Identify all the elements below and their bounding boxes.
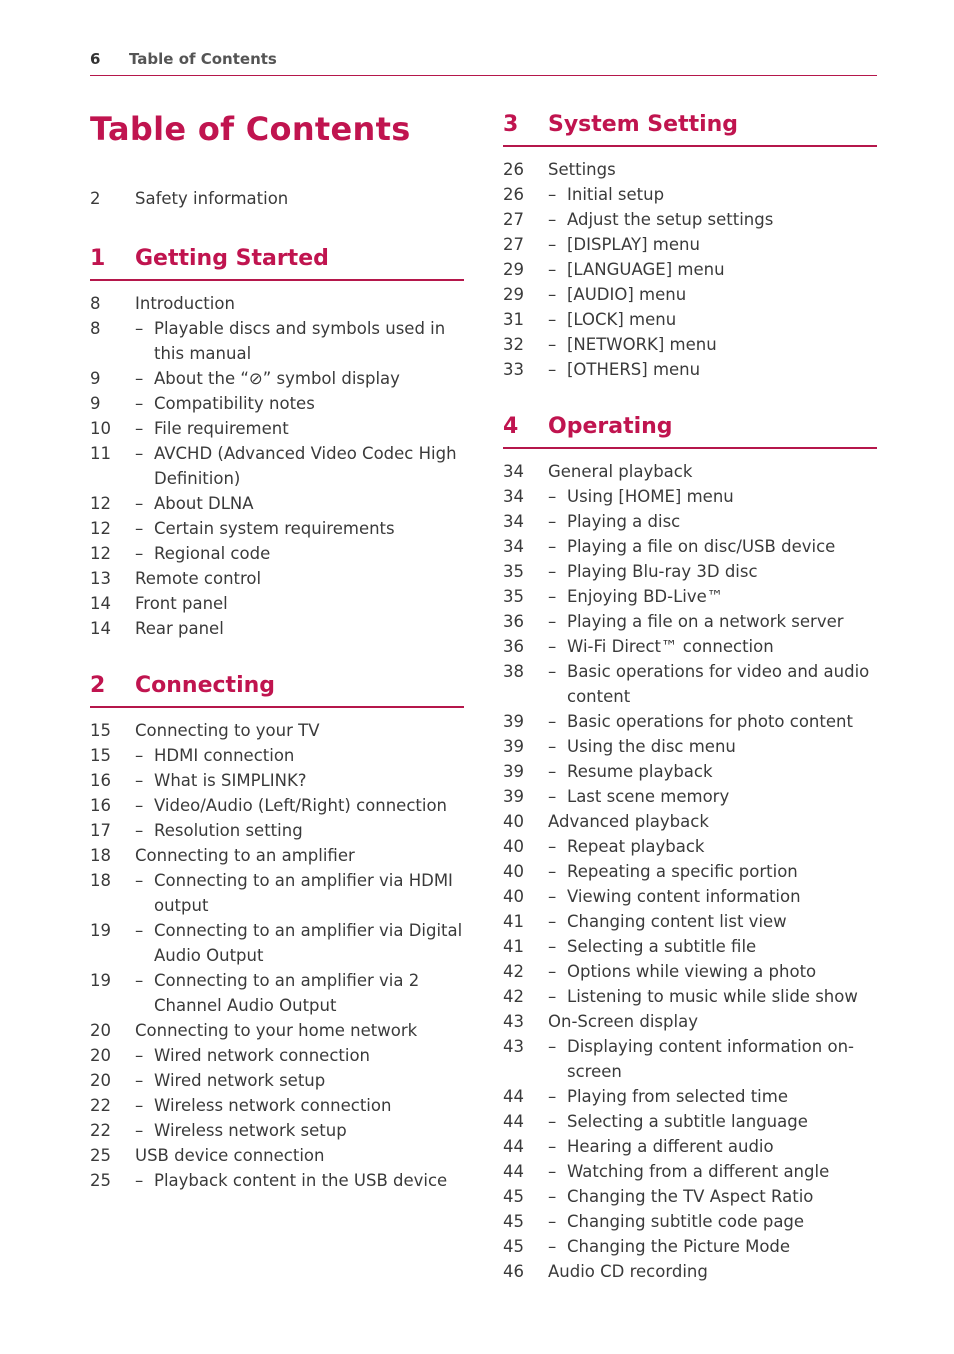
toc-entry: [90, 291, 464, 316]
toc-page-number: 39: [503, 737, 524, 756]
toc-entry-text: Playing Blu-ray 3D disc: [567, 562, 758, 581]
toc-entry-text: Safety information: [135, 189, 289, 208]
toc-page-number: 42: [503, 987, 524, 1006]
toc-page-number: 10: [90, 419, 111, 438]
toc-subentry: [503, 859, 877, 884]
dash-bullet: –: [135, 419, 144, 438]
toc-page-number: 9: [90, 394, 101, 413]
toc-entry: [90, 1018, 464, 1043]
toc-entry-text: [OTHERS] menu: [567, 360, 701, 379]
dash-bullet: –: [135, 746, 144, 765]
toc-page-number: 40: [503, 887, 524, 906]
toc-subentry: [503, 759, 877, 784]
section-heading: [503, 112, 877, 147]
toc-page-number: 46: [503, 1262, 524, 1281]
dash-bullet: –: [548, 360, 557, 379]
section-system-setting: [503, 112, 877, 382]
toc-page-number: 15: [90, 746, 111, 765]
toc-entry-text: Last scene memory: [567, 787, 730, 806]
toc-page-number: 34: [503, 487, 524, 506]
toc-entry: [90, 1143, 464, 1168]
toc-page-number: 20: [90, 1021, 111, 1040]
toc-entry: [90, 616, 464, 641]
toc-page-number: 13: [90, 569, 111, 588]
toc-page-number: 45: [503, 1187, 524, 1206]
intro-entry-list: [90, 186, 464, 211]
section-number: 2: [90, 673, 106, 698]
toc-subentry: [503, 959, 877, 984]
toc-entry: [503, 459, 877, 484]
dash-bullet: –: [548, 912, 557, 931]
toc-page-number: 42: [503, 962, 524, 981]
toc-entry-text: Adjust the setup settings: [567, 210, 774, 229]
dash-bullet: –: [548, 260, 557, 279]
dash-bullet: –: [548, 587, 557, 606]
toc-page-number: 16: [90, 796, 111, 815]
toc-entry-text: Compatibility notes: [154, 394, 315, 413]
toc-page-number: 39: [503, 787, 524, 806]
toc-entry-text: Options while viewing a photo: [567, 962, 817, 981]
toc-subentry: [90, 918, 464, 968]
toc-subentry: [90, 968, 464, 1018]
toc-page-number: 36: [503, 612, 524, 631]
toc-page-number: 44: [503, 1162, 524, 1181]
toc-entry-text: Changing subtitle code page: [567, 1212, 805, 1231]
toc-subentry: [90, 1068, 464, 1093]
toc-page-number: 45: [503, 1212, 524, 1231]
dash-bullet: –: [548, 1162, 557, 1181]
intro-block: [90, 186, 464, 211]
toc-entry-text: General playback: [548, 462, 693, 481]
toc-subentry: [90, 491, 464, 516]
toc-page-number: 18: [90, 846, 111, 865]
section-title: Operating: [548, 414, 673, 439]
dash-bullet: –: [548, 487, 557, 506]
section-number: 4: [503, 414, 519, 439]
dash-bullet: –: [135, 1096, 144, 1115]
toc-page-number: 35: [503, 587, 524, 606]
toc-page-number: 25: [90, 1171, 111, 1190]
toc-entry-text: HDMI connection: [154, 746, 295, 765]
dash-bullet: –: [135, 1071, 144, 1090]
toc-subentry: [503, 984, 877, 1009]
dash-bullet: –: [548, 787, 557, 806]
toc-subentry: [503, 659, 877, 709]
toc-page-number: 41: [503, 912, 524, 931]
toc-page-number: 36: [503, 637, 524, 656]
toc-page-number: 18: [90, 871, 111, 890]
toc-entry-text: Audio CD recording: [548, 1262, 708, 1281]
toc-subentry: [503, 207, 877, 232]
toc-entry: [90, 591, 464, 616]
toc-page-number: 22: [90, 1121, 111, 1140]
toc-entry-text: Wireless network connection: [154, 1096, 392, 1115]
toc-subentry: [503, 534, 877, 559]
dash-bullet: –: [548, 662, 557, 681]
toc-entry-text: Resolution setting: [154, 821, 303, 840]
toc-subentry: [503, 357, 877, 382]
toc-entry-text: Playback content in the USB device: [154, 1171, 448, 1190]
toc-page-number: 40: [503, 862, 524, 881]
dash-bullet: –: [548, 862, 557, 881]
dash-bullet: –: [548, 335, 557, 354]
toc-entry: [503, 1009, 877, 1034]
toc-subentry: [90, 1093, 464, 1118]
toc-subentry: [503, 1184, 877, 1209]
toc-subentry: [503, 634, 877, 659]
toc-subentry: [503, 182, 877, 207]
toc-entry-text: [LANGUAGE] menu: [567, 260, 725, 279]
toc-entry-text: Playing a disc: [567, 512, 681, 531]
toc-page-number: 31: [503, 310, 524, 329]
dash-bullet: –: [135, 494, 144, 513]
toc-subentry: [503, 1209, 877, 1234]
dash-bullet: –: [548, 637, 557, 656]
toc-subentry: [503, 1109, 877, 1134]
toc-entry-text: Remote control: [135, 569, 262, 588]
toc-page-number: 43: [503, 1037, 524, 1056]
toc-subentry: [90, 1118, 464, 1143]
toc-subentry: [503, 1159, 877, 1184]
dash-bullet: –: [548, 310, 557, 329]
dash-bullet: –: [135, 444, 144, 463]
section-entry-list: [503, 157, 877, 382]
toc-subentry: [90, 818, 464, 843]
toc-entry-text: Connecting to your TV: [135, 721, 320, 740]
section-heading: [90, 673, 464, 708]
toc-entry-text: Introduction: [135, 294, 235, 313]
toc-subentry: [90, 793, 464, 818]
section-entry-list: [503, 459, 877, 1284]
toc-entry-text: Connecting to an amplifier: [135, 846, 355, 865]
dash-bullet: –: [135, 519, 144, 538]
toc-subentry: [503, 509, 877, 534]
toc-subentry: [503, 307, 877, 332]
toc-subentry: [503, 559, 877, 584]
toc-entry-text: Selecting a subtitle file: [567, 937, 757, 956]
toc-subentry: [503, 1084, 877, 1109]
toc-page-number: 19: [90, 971, 111, 990]
toc-subentry: [90, 441, 464, 491]
toc-entry-text: Settings: [548, 160, 616, 179]
toc-page-number: 12: [90, 544, 111, 563]
toc-entry-text: Selecting a subtitle language: [567, 1112, 808, 1131]
toc-page-number: 35: [503, 562, 524, 581]
toc-page-number: 41: [503, 937, 524, 956]
toc-subentry: [90, 316, 464, 366]
toc-entry-text: Connecting to an amplifier via HDMI output: [154, 871, 453, 915]
toc-page-number: 26: [503, 185, 524, 204]
dash-bullet: –: [135, 369, 144, 388]
toc-entry: [503, 1259, 877, 1284]
toc-subentry: [503, 609, 877, 634]
toc-page-number: 20: [90, 1071, 111, 1090]
toc-page-number: 8: [90, 294, 101, 313]
dash-bullet: –: [135, 771, 144, 790]
toc-page-number: 40: [503, 837, 524, 856]
section-entry-list: [90, 718, 464, 1193]
toc-page-number: 12: [90, 494, 111, 513]
page-header: [90, 48, 877, 76]
toc-subentry: [503, 1034, 877, 1084]
page-title: Table of Contents: [90, 110, 411, 148]
toc-subentry: [503, 884, 877, 909]
toc-subentry: [90, 391, 464, 416]
toc-entry: [503, 157, 877, 182]
toc-entry-text: Wi-Fi Direct™ connection: [567, 637, 774, 656]
section-connecting: [90, 673, 464, 1193]
dash-bullet: –: [548, 887, 557, 906]
toc-entry-text: Advanced playback: [548, 812, 709, 831]
toc-entry-text: Using the disc menu: [567, 737, 736, 756]
toc-subentry: [90, 1168, 464, 1193]
section-title: System Setting: [548, 112, 739, 137]
toc-entry-text: Listening to music while slide show: [567, 987, 858, 1006]
dash-bullet: –: [135, 921, 144, 940]
toc-page-number: 27: [503, 210, 524, 229]
toc-entry-text: Changing the Picture Mode: [567, 1237, 791, 1256]
page-number: 6: [90, 50, 101, 68]
section-operating: [503, 414, 877, 1284]
dash-bullet: –: [548, 987, 557, 1006]
toc-subentry: [90, 516, 464, 541]
toc-page-number: 20: [90, 1046, 111, 1065]
toc-subentry: [503, 584, 877, 609]
toc-entry-text: Hearing a different audio: [567, 1137, 774, 1156]
toc-entry-text: Basic operations for video and audio content: [567, 662, 870, 706]
dash-bullet: –: [548, 512, 557, 531]
toc-entry-text: Viewing content information: [567, 887, 801, 906]
dash-bullet: –: [548, 562, 557, 581]
dash-bullet: –: [548, 1137, 557, 1156]
toc-entry-text: Certain system requirements: [154, 519, 395, 538]
toc-subentry: [503, 709, 877, 734]
toc-entry-text: About DLNA: [154, 494, 254, 513]
toc-page-number: 27: [503, 235, 524, 254]
header-title: Table of Contents: [129, 50, 277, 68]
dash-bullet: –: [135, 871, 144, 890]
toc-page-number: 12: [90, 519, 111, 538]
toc-subentry: [503, 834, 877, 859]
dash-bullet: –: [135, 544, 144, 563]
toc-entry-text: Playing a file on a network server: [567, 612, 844, 631]
toc-page-number: 29: [503, 285, 524, 304]
toc-entry-text: USB device connection: [135, 1146, 325, 1165]
toc-subentry: [90, 366, 464, 391]
toc-entry-text: Regional code: [154, 544, 271, 563]
toc-page-number: 34: [503, 512, 524, 531]
toc-entry-text: AVCHD (Advanced Video Codec High Definition): [154, 444, 457, 488]
toc-entry-text: Front panel: [135, 594, 228, 613]
toc-entry: [90, 843, 464, 868]
toc-entry-text: Repeating a specific portion: [567, 862, 798, 881]
toc-page-number: 16: [90, 771, 111, 790]
dash-bullet: –: [548, 837, 557, 856]
dash-bullet: –: [548, 235, 557, 254]
toc-entry-text: Wired network connection: [154, 1046, 370, 1065]
toc-subentry: [503, 934, 877, 959]
toc-page-number: 44: [503, 1112, 524, 1131]
toc-page-number: 11: [90, 444, 111, 463]
toc-page-number: 8: [90, 319, 101, 338]
toc-entry-text: Connecting to your home network: [135, 1021, 418, 1040]
toc-entry-text: Enjoying BD-Live™: [567, 587, 724, 606]
section-number: 3: [503, 112, 519, 137]
toc-entry-text: Playing a file on disc/USB device: [567, 537, 836, 556]
dash-bullet: –: [548, 962, 557, 981]
toc-page-number: 14: [90, 619, 111, 638]
toc-entry: [90, 718, 464, 743]
dash-bullet: –: [135, 971, 144, 990]
toc-entry-text: What is SIMPLINK?: [154, 771, 307, 790]
toc-page-number: 40: [503, 812, 524, 831]
toc-subentry: [503, 484, 877, 509]
toc-entry-text: On-Screen display: [548, 1012, 698, 1031]
toc-entry-text: [NETWORK] menu: [567, 335, 717, 354]
toc-page-number: 33: [503, 360, 524, 379]
toc-entry-text: Playing from selected time: [567, 1087, 788, 1106]
toc-entry-text: Connecting to an amplifier via Digital Audio Output: [154, 921, 463, 965]
toc-entry-text: File requirement: [154, 419, 289, 438]
toc-page-number: 43: [503, 1012, 524, 1031]
toc-subentry: [503, 282, 877, 307]
toc-entry-text: Wireless network setup: [154, 1121, 347, 1140]
dash-bullet: –: [548, 1087, 557, 1106]
dash-bullet: –: [548, 712, 557, 731]
section-number: 1: [90, 246, 106, 271]
section-heading: [90, 246, 464, 281]
dash-bullet: –: [135, 821, 144, 840]
dash-bullet: –: [548, 1212, 557, 1231]
toc-subentry: [503, 784, 877, 809]
toc-page-number: 17: [90, 821, 111, 840]
dash-bullet: –: [135, 796, 144, 815]
section-entry-list: [90, 291, 464, 641]
toc-subentry: [90, 541, 464, 566]
toc-entry-text: Displaying content information on-screen: [567, 1037, 854, 1081]
dash-bullet: –: [548, 1187, 557, 1206]
dash-bullet: –: [548, 1237, 557, 1256]
toc-entry-text: Initial setup: [567, 185, 665, 204]
toc-page-number: 26: [503, 160, 524, 179]
dash-bullet: –: [548, 1112, 557, 1131]
toc-page-number: 34: [503, 462, 524, 481]
toc-entry-text: Using [HOME] menu: [567, 487, 734, 506]
section-title: Getting Started: [135, 246, 329, 271]
toc-entry-text: Connecting to an amplifier via 2 Channel Audio Output: [154, 971, 420, 1015]
dash-bullet: –: [135, 1171, 144, 1190]
dash-bullet: –: [548, 285, 557, 304]
dash-bullet: –: [135, 319, 144, 338]
toc-subentry: [90, 1043, 464, 1068]
toc-subentry: [90, 768, 464, 793]
toc-entry-text: Basic operations for photo content: [567, 712, 853, 731]
dash-bullet: –: [135, 1046, 144, 1065]
toc-entry-text: Resume playback: [567, 762, 713, 781]
toc-entry: [90, 186, 464, 211]
toc-subentry: [503, 332, 877, 357]
toc-entry-text: Video/Audio (Left/Right) connection: [154, 796, 448, 815]
dash-bullet: –: [548, 612, 557, 631]
dash-bullet: –: [548, 537, 557, 556]
toc-page-number: 19: [90, 921, 111, 940]
toc-entry-text: Changing content list view: [567, 912, 787, 931]
toc-page-number: 25: [90, 1146, 111, 1165]
toc-page-number: 39: [503, 762, 524, 781]
toc-subentry: [90, 416, 464, 441]
toc-entry-text: Rear panel: [135, 619, 224, 638]
toc-page-number: 38: [503, 662, 524, 681]
toc-entry: [90, 566, 464, 591]
toc-subentry: [503, 232, 877, 257]
toc-page-number: 2: [90, 189, 101, 208]
toc-subentry: [503, 909, 877, 934]
dash-bullet: –: [548, 185, 557, 204]
toc-page-number: 14: [90, 594, 111, 613]
dash-bullet: –: [548, 937, 557, 956]
toc-page-number: 44: [503, 1087, 524, 1106]
toc-page-number: 22: [90, 1096, 111, 1115]
toc-page-number: 44: [503, 1137, 524, 1156]
toc-page-number: 39: [503, 712, 524, 731]
toc-entry-text: Playable discs and symbols used in this manual: [154, 319, 446, 363]
toc-page-number: 29: [503, 260, 524, 279]
toc-page-number: 34: [503, 537, 524, 556]
toc-entry-text: Repeat playback: [567, 837, 705, 856]
dash-bullet: –: [548, 737, 557, 756]
section-title: Connecting: [135, 673, 276, 698]
toc-entry-text: [AUDIO] menu: [567, 285, 687, 304]
toc-entry-text: [DISPLAY] menu: [567, 235, 700, 254]
toc-entry-text: Wired network setup: [154, 1071, 326, 1090]
toc-entry-text: Watching from a different angle: [567, 1162, 830, 1181]
toc-page-number: 32: [503, 335, 524, 354]
section-heading: [503, 414, 877, 449]
dash-bullet: –: [548, 1037, 557, 1056]
toc-page-number: 9: [90, 369, 101, 388]
toc-entry-text: About the “⊘” symbol display: [154, 369, 400, 388]
toc-subentry: [90, 868, 464, 918]
toc-subentry: [503, 1134, 877, 1159]
toc-subentry: [503, 257, 877, 282]
toc-entry: [503, 809, 877, 834]
dash-bullet: –: [135, 394, 144, 413]
toc-page-number: 15: [90, 721, 111, 740]
toc-entry-text: [LOCK] menu: [567, 310, 677, 329]
toc-page-number: 45: [503, 1237, 524, 1256]
dash-bullet: –: [548, 210, 557, 229]
toc-subentry: [90, 743, 464, 768]
section-getting-started: [90, 246, 464, 641]
dash-bullet: –: [135, 1121, 144, 1140]
toc-subentry: [503, 1234, 877, 1259]
toc-entry-text: Changing the TV Aspect Ratio: [567, 1187, 814, 1206]
dash-bullet: –: [548, 762, 557, 781]
toc-subentry: [503, 734, 877, 759]
